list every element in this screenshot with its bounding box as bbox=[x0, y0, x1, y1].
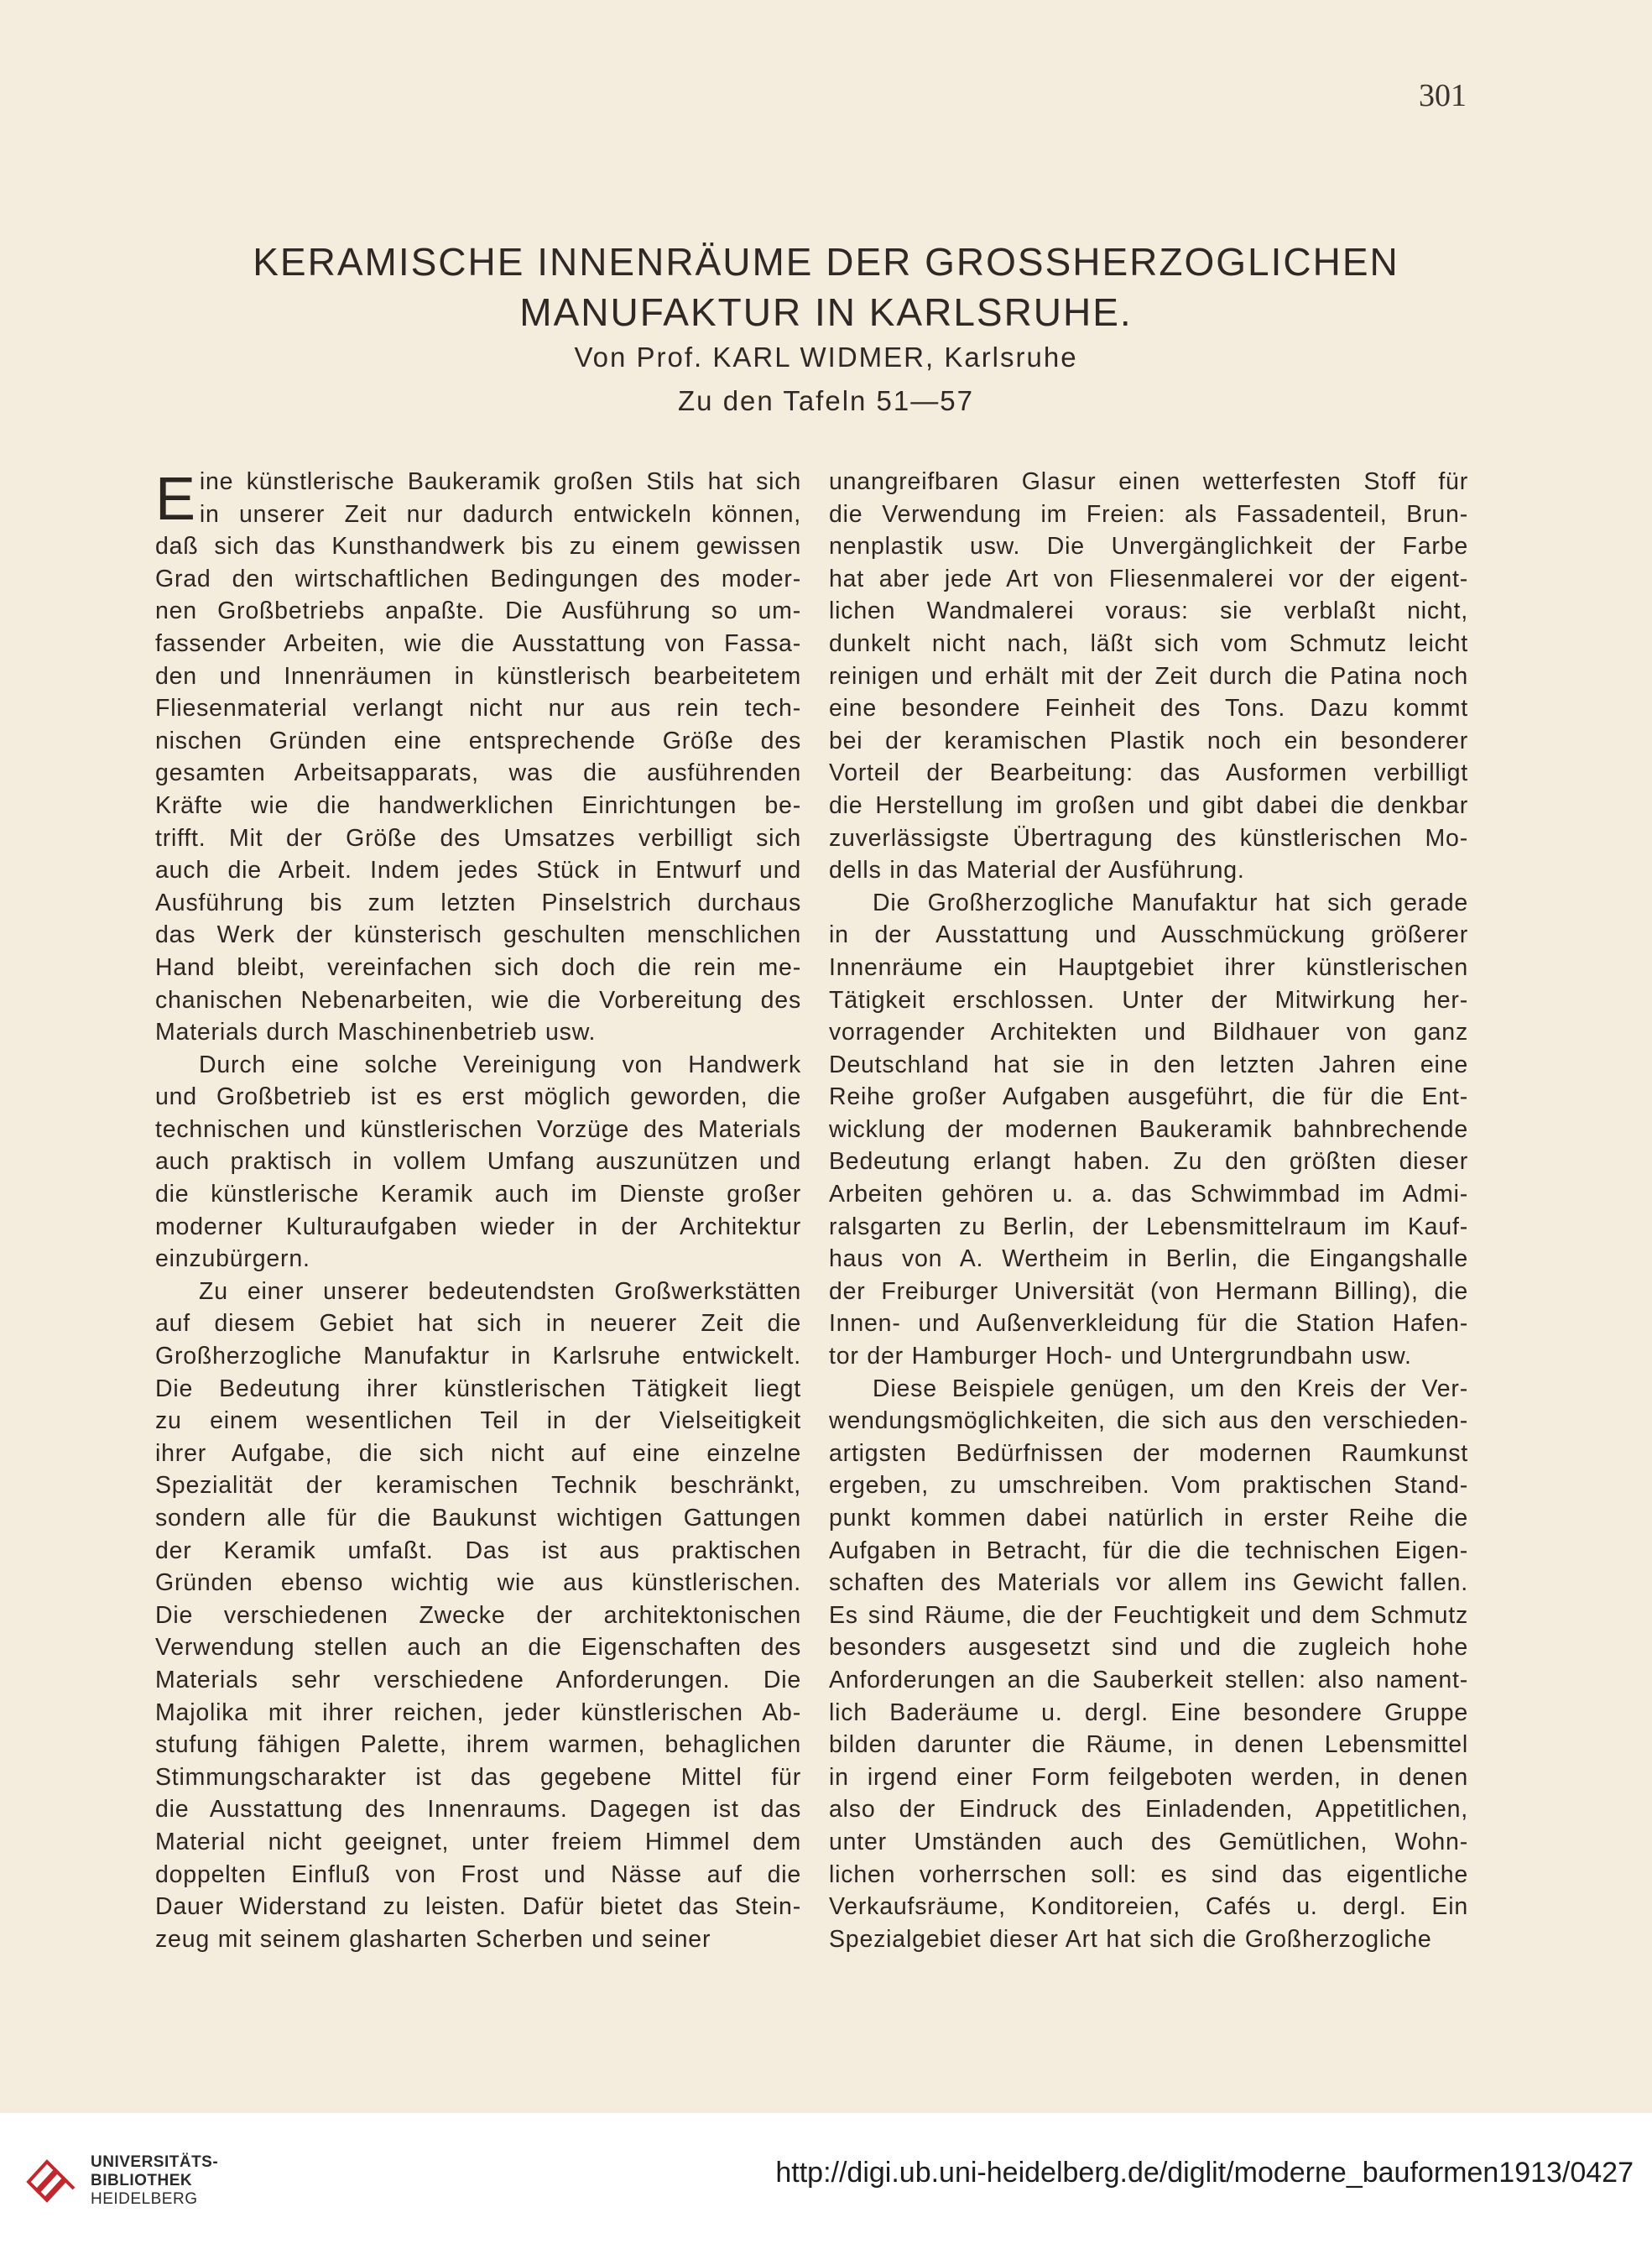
text-line: auch die Arbeit. Indem jedes Stück in Entwurf und bbox=[155, 857, 801, 884]
text-line: die Herstellung im großen und gibt dabei die denkbar bbox=[829, 791, 1468, 819]
drop-cap: E bbox=[155, 466, 196, 533]
text-line: fassender Arbeiten, wie die Ausstattung von Fassa- bbox=[155, 629, 801, 657]
text-line: reinigen und erhält mit der Zeit durch die Patina noch bbox=[829, 662, 1468, 690]
text-line: ralsgarten zu Berlin, der Lebensmittelraum im Kauf- bbox=[829, 1213, 1468, 1240]
text-line: doppelten Einfluß von Frost und Nässe auf die bbox=[155, 1860, 801, 1888]
text-line: Durch eine solche Vereinigung von Handwerk bbox=[199, 1051, 801, 1078]
text-line: unter Umständen auch des Gemütlichen, Wohn- bbox=[829, 1828, 1468, 1855]
text-line: Dauer Widerstand zu leisten. Dafür bietet das Stein- bbox=[155, 1893, 801, 1921]
text-line: auch praktisch in vollem Umfang auszunützen und bbox=[155, 1148, 801, 1176]
text-line: technischen und künstlerischen Vorzüge des Materials bbox=[155, 1115, 801, 1143]
text-line: schaften des Materials vor allem ins Gewicht fallen. bbox=[829, 1569, 1468, 1597]
text-line: Innenräume ein Hauptgebiet ihrer künstlerischen bbox=[829, 953, 1468, 981]
text-line: Tätigkeit erschlossen. Unter der Mitwirkung her- bbox=[829, 986, 1468, 1014]
text-line: also der Eindruck des Einladenden, Appetitlichen, bbox=[829, 1796, 1468, 1824]
text-line: der Freiburger Universität (von Hermann Billing), die bbox=[829, 1277, 1468, 1305]
text-line: nenplastik usw. Die Unvergänglichkeit der Farbe bbox=[829, 533, 1468, 561]
text-line: Grad den wirtschaftlichen Bedingungen des moder- bbox=[155, 565, 801, 592]
text-line: lich Baderäume u. dergl. Eine besondere Gruppe bbox=[829, 1698, 1468, 1726]
library-logo-icon bbox=[22, 2150, 82, 2210]
text-line: tor der Hamburger Hoch- und Untergrundbahn usw. bbox=[829, 1343, 1412, 1370]
text-line: Aufgaben in Betracht, für die die technischen Eigen- bbox=[829, 1537, 1468, 1564]
text-line: eine besondere Feinheit des Tons. Dazu kommt bbox=[829, 695, 1468, 723]
library-name-line-3: HEIDELBERG bbox=[91, 2190, 198, 2208]
source-url-link[interactable]: http://digi.ub.uni-heidelberg.de/diglit/moderne_bauformen1913/0427 bbox=[775, 2157, 1634, 2189]
text-line: Die verschiedenen Zwecke der architektonischen bbox=[155, 1601, 801, 1629]
text-line: wendungsmöglichkeiten, die sich aus den verschieden- bbox=[829, 1407, 1468, 1435]
text-line: Die Großherzogliche Manufaktur hat sich gerade bbox=[873, 889, 1468, 916]
text-line: trifft. Mit der Größe des Umsatzes verbilligt sich bbox=[155, 824, 801, 852]
text-line: in unserer Zeit nur dadurch entwickeln können, bbox=[199, 500, 801, 528]
text-line: vorragender Architekten und Bildhauer von ganz bbox=[829, 1019, 1468, 1046]
text-line: zu einem wesentlichen Teil in der Vielseitigkeit bbox=[155, 1407, 801, 1435]
text-line: ine künstlerische Baukeramik großen Stils hat sich bbox=[199, 468, 801, 495]
footer-bar bbox=[0, 2113, 1652, 2249]
text-line: Stimmungscharakter ist das gegebene Mittel für bbox=[155, 1763, 801, 1791]
text-line: Kräfte wie die handwerklichen Einrichtungen be- bbox=[155, 791, 801, 819]
article-title-line-2: MANUFAKTUR IN KARLSRUHE. bbox=[519, 290, 1133, 334]
text-column-right bbox=[829, 466, 1468, 1955]
text-column-left bbox=[155, 466, 801, 1955]
text-line: Ausführung bis zum letzten Pinselstrich durchaus bbox=[155, 889, 801, 916]
article-plates-reference: Zu den Tafeln 51—57 bbox=[678, 385, 974, 416]
text-line: Reihe großer Aufgaben ausgeführt, die für die Ent- bbox=[829, 1083, 1468, 1111]
text-line: Spezialgebiet dieser Art hat sich die Großherzogliche bbox=[829, 1925, 1432, 1953]
text-line: Spezialität der keramischen Technik beschränkt, bbox=[155, 1472, 801, 1500]
text-line: bilden darunter die Räume, in denen Lebensmittel bbox=[829, 1731, 1468, 1759]
text-line: und Großbetrieb ist es erst möglich geworden, die bbox=[155, 1083, 801, 1111]
text-line: dunkelt nicht nach, läßt sich vom Schmutz leicht bbox=[829, 629, 1468, 657]
text-line: Fliesenmaterial verlangt nicht nur aus rein tech- bbox=[155, 695, 801, 723]
text-line: haus von A. Wertheim in Berlin, die Eingangshalle bbox=[829, 1245, 1468, 1273]
text-line: bei der keramischen Plastik noch ein besonderer bbox=[829, 727, 1468, 754]
text-line: Gründen ebenso wichtig wie aus künstlerischen. bbox=[155, 1569, 801, 1597]
text-line: dells in das Material der Ausführung. bbox=[829, 857, 1245, 884]
text-line: punkt kommen dabei natürlich in erster Reihe die bbox=[829, 1505, 1468, 1532]
text-line: Anforderungen an die Sauberkeit stellen: also nament- bbox=[829, 1666, 1468, 1693]
text-line: in irgend einer Form feilgeboten werden, in denen bbox=[829, 1763, 1468, 1791]
text-line: Diese Beispiele genügen, um den Kreis der Ver- bbox=[873, 1375, 1468, 1402]
text-line: Majolika mit ihrer reichen, jeder künstlerischen Ab- bbox=[155, 1698, 801, 1726]
text-line: Hand bleibt, vereinfachen sich doch die rein me- bbox=[155, 953, 801, 981]
text-line: lichen vorherrschen soll: es sind das eigentliche bbox=[829, 1860, 1468, 1888]
library-name-line-1: UNIVERSITÄTS- bbox=[91, 2153, 219, 2171]
text-line: besonders ausgesetzt sind und die zugleich hohe bbox=[829, 1634, 1468, 1662]
article-title-line-1: KERAMISCHE INNENRÄUME DER GROSSHERZOGLICHEN bbox=[253, 240, 1399, 284]
text-line: einzubürgern. bbox=[155, 1245, 310, 1273]
text-line: Innen- und Außenverkleidung für die Station Hafen- bbox=[829, 1310, 1468, 1338]
text-line: lichen Wandmalerei voraus: sie verblaßt nicht, bbox=[829, 597, 1468, 625]
text-line: Verkaufsräume, Konditoreien, Cafés u. dergl. Ein bbox=[829, 1893, 1468, 1921]
text-line: Verwendung stellen auch an die Eigenschaften des bbox=[155, 1634, 801, 1662]
text-line: zeug mit seinem glasharten Scherben und seiner bbox=[155, 1925, 711, 1953]
text-line: sondern alle für die Baukunst wichtigen Gattungen bbox=[155, 1505, 801, 1532]
text-line: stufung fähigen Palette, ihrem warmen, behaglichen bbox=[155, 1731, 801, 1759]
text-line: Arbeiten gehören u. a. das Schwimmbad im Admi- bbox=[829, 1181, 1468, 1208]
text-line: Bedeutung erlangt haben. Zu den größten dieser bbox=[829, 1148, 1468, 1176]
text-line: Materials durch Maschinenbetrieb usw. bbox=[155, 1019, 597, 1046]
text-line: Zu einer unserer bedeutendsten Großwerkstätten bbox=[199, 1277, 801, 1305]
text-line: Deutschland hat sie in den letzten Jahren eine bbox=[829, 1051, 1468, 1078]
text-line: Vorteil der Bearbeitung: das Ausformen verbilligt bbox=[829, 759, 1468, 787]
text-line: die künstlerische Keramik auch im Dienste großer bbox=[155, 1181, 801, 1208]
text-line: Material nicht geeignet, unter freiem Himmel dem bbox=[155, 1828, 801, 1855]
page-number: 301 bbox=[1419, 78, 1467, 113]
article-byline: Von Prof. KARL WIDMER, Karlsruhe bbox=[574, 342, 1078, 373]
text-line: gesamten Arbeitsapparats, was die ausführenden bbox=[155, 759, 801, 787]
text-line: Es sind Räume, die der Feuchtigkeit und dem Schmutz bbox=[829, 1601, 1468, 1629]
library-name bbox=[91, 2153, 218, 2209]
text-line: moderner Kulturaufgaben wieder in der Architektur bbox=[155, 1213, 801, 1240]
library-name-line-2: BIBLIOTHEK bbox=[91, 2172, 193, 2189]
text-line: in der Ausstattung und Ausschmückung größerer bbox=[829, 921, 1468, 949]
text-line: chanischen Nebenarbeiten, wie die Vorbereitung des bbox=[155, 986, 801, 1014]
text-line: zuverlässigste Übertragung des künstlerischen Mo- bbox=[829, 824, 1468, 852]
text-line: daß sich das Kunsthandwerk bis zu einem gewissen bbox=[155, 533, 801, 561]
text-line: Die Bedeutung ihrer künstlerischen Tätigkeit liegt bbox=[155, 1375, 801, 1402]
text-line: wicklung der modernen Baukeramik bahnbrechende bbox=[829, 1115, 1468, 1143]
text-line: Materials sehr verschiedene Anforderungen. Die bbox=[155, 1666, 801, 1693]
text-line: Großherzogliche Manufaktur in Karlsruhe entwickelt. bbox=[155, 1343, 801, 1370]
text-line: der Keramik umfaßt. Das ist aus praktischen bbox=[155, 1537, 801, 1564]
text-line: ihrer Aufgabe, die sich nicht auf eine einzelne bbox=[155, 1439, 801, 1467]
text-line: artigsten Bedürfnissen der modernen Raumkunst bbox=[829, 1439, 1468, 1467]
text-line: die Verwendung im Freien: als Fassadenteil, Brun- bbox=[829, 500, 1468, 528]
text-line: den und Innenräumen in künstlerisch bearbeitetem bbox=[155, 662, 801, 690]
text-line: nen Großbetriebs anpaßte. Die Ausführung so um- bbox=[155, 597, 801, 625]
text-line: auf diesem Gebiet hat sich in neuerer Zeit die bbox=[155, 1310, 801, 1338]
text-line: hat aber jede Art von Fliesenmalerei vor der eigent- bbox=[829, 565, 1468, 592]
text-line: ergeben, zu umschreiben. Vom praktischen Stand- bbox=[829, 1472, 1468, 1500]
text-line: nischen Gründen eine entsprechende Größe des bbox=[155, 727, 801, 754]
text-line: die Ausstattung des Innenraums. Dagegen ist das bbox=[155, 1796, 801, 1824]
text-line: das Werk der künsterisch geschulten menschlichen bbox=[155, 921, 801, 949]
article-header bbox=[0, 237, 1652, 421]
text-line: unangreifbaren Glasur einen wetterfesten Stoff für bbox=[829, 468, 1468, 495]
